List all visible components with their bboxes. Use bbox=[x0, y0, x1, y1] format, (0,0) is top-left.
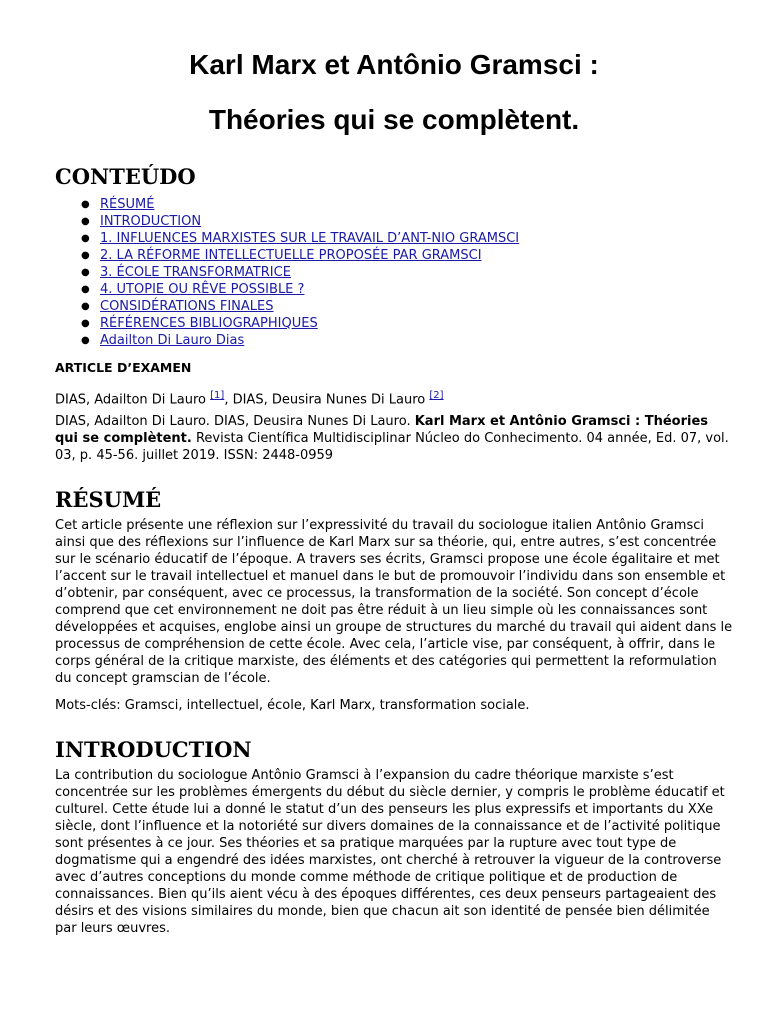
resume-body: Cet article présente une réflexion sur l’expressivité du travail du sociologue italien Antônio Gramsci ainsi que des réflexions sur l’influence de Karl Marx sur sa théorie, qui, entre autres, s’est concentrée sur le scénario éducatif de l’époque. A travers ses écrits, Gramsci propose une école égalitaire et met l’accent sur le travail intellectuel et manuel dans le but de promouvoir l’individu dans son ensemble et d’obtenir, par conséquent, avec ce processus, la transformation de la société. Son concept d’école comprend que cet environnement ne doit pas être réduit à un lieu simple où les connaissances sont développées et acquises, englobe ainsi un groupe de structures du marché du travail qui aident dans le processus de compréhension de cette école. Avec cela, l’article vise, par conséquent, à offrir, dans le corps général de la critique marxiste, des éléments et des catégories qui permettent la reformulation du concept gramscian de l’école. bbox=[55, 518, 733, 686]
table-of-contents bbox=[55, 196, 519, 349]
toc-link-section-1[interactable]: 1. INFLUENCES MARXISTES SUR LE TRAVAIL D’ANT-NIO GRAMSCI bbox=[100, 231, 520, 246]
toc-item bbox=[55, 213, 519, 230]
article-type-label: ARTICLE D’EXAMEN bbox=[55, 360, 192, 375]
bullet-icon: ● bbox=[81, 250, 90, 261]
footnote-link-1[interactable]: [1] bbox=[210, 390, 225, 401]
toc-item bbox=[55, 264, 519, 281]
page-title-line-2: Théories qui se complètent. bbox=[208, 104, 580, 135]
toc-link-resume[interactable]: RÉSUMÉ bbox=[100, 197, 155, 212]
toc-link-section-2[interactable]: 2. LA RÉFORME INTELLECTUELLE PROPOSÉE PAR GRAMSCI bbox=[100, 248, 482, 263]
bullet-icon: ● bbox=[81, 199, 90, 210]
toc-link-considerations[interactable]: CONSIDÉRATIONS FINALES bbox=[100, 299, 274, 314]
bullet-icon: ● bbox=[81, 318, 90, 329]
toc-link-section-3[interactable]: 3. ÉCOLE TRANSFORMATRICE bbox=[100, 265, 291, 280]
bullet-icon: ● bbox=[81, 335, 90, 346]
introduction-body: La contribution du sociologue Antônio Gramsci à l’expansion du cadre théorique marxiste s’est concentrée sur les problèmes émergents du début du siècle dernier, y compris le problème éducatif et culturel. Cette étude lui a donné le statut d’un des penseurs les plus expressifs et importants du XXe siècle, dont l’influence et la notoriété sur divers domaines de la connaissance et de l’activité politique sont présentes à ce jour. Ses théories et sa pratique marquées par la rupture avec tout type de dogmatisme qui a engendré des idées marxistes, ont cherché à retrouver la vigueur de la controverse avec d’autres conceptions du monde comme méthode de critique politique et de production de connaissances. Bien qu’ils aient vécu à des époques différentes, ces deux penseurs partageaient des désirs et des visions similaires du monde, bien que chacun ait son identité de pensée bien délimitée par leurs œuvres. bbox=[55, 768, 725, 936]
toc-item bbox=[55, 230, 519, 247]
toc-item bbox=[55, 196, 519, 213]
bullet-icon: ● bbox=[81, 301, 90, 312]
citation-authors: DIAS, Adailton Di Lauro. DIAS, Deusira Nunes Di Lauro. bbox=[55, 414, 415, 429]
toc-item bbox=[55, 281, 519, 298]
toc-link-references[interactable]: RÉFÉRENCES BIBLIOGRAPHIQUES bbox=[100, 316, 318, 331]
bullet-icon: ● bbox=[81, 267, 90, 278]
citation-source: Revista Científica Multidisciplinar Núcleo do Conhecimento. 04 année, Ed. 07, vol. 03, p. 45-56. juillet 2019. ISSN: 2448-0959 bbox=[55, 431, 729, 463]
citation-title: Karl Marx et Antônio Gramsci : Théories qui se complètent. bbox=[55, 414, 709, 446]
resume-heading: RÉSUMÉ bbox=[55, 487, 162, 512]
toc-item bbox=[55, 315, 519, 332]
introduction-heading: INTRODUCTION bbox=[55, 737, 252, 762]
author-2: DIAS, Deusira Nunes Di Lauro bbox=[232, 392, 430, 408]
footnote-link-2[interactable]: [2] bbox=[429, 390, 444, 401]
bullet-icon: ● bbox=[81, 233, 90, 244]
bullet-icon: ● bbox=[81, 284, 90, 295]
author-1: DIAS, Adailton Di Lauro bbox=[55, 392, 211, 408]
keywords: Mots-clés: Gramsci, intellectuel, école, Karl Marx, transformation sociale. bbox=[55, 698, 530, 713]
toc-item bbox=[55, 298, 519, 315]
toc-link-introduction[interactable]: INTRODUCTION bbox=[100, 214, 202, 229]
toc-link-author[interactable]: Adailton Di Lauro Dias bbox=[100, 333, 245, 348]
authors-line bbox=[55, 386, 733, 408]
author-separator: , bbox=[224, 392, 233, 408]
toc-heading: CONTEÚDO bbox=[55, 164, 196, 189]
toc-item bbox=[55, 332, 519, 349]
toc-item bbox=[55, 247, 519, 264]
page-title-line-1: Karl Marx et Antônio Gramsci : bbox=[189, 49, 599, 80]
bullet-icon: ● bbox=[81, 216, 90, 227]
citation bbox=[55, 413, 733, 464]
toc-link-section-4[interactable]: 4. UTOPIE OU RÊVE POSSIBLE ? bbox=[100, 282, 305, 297]
